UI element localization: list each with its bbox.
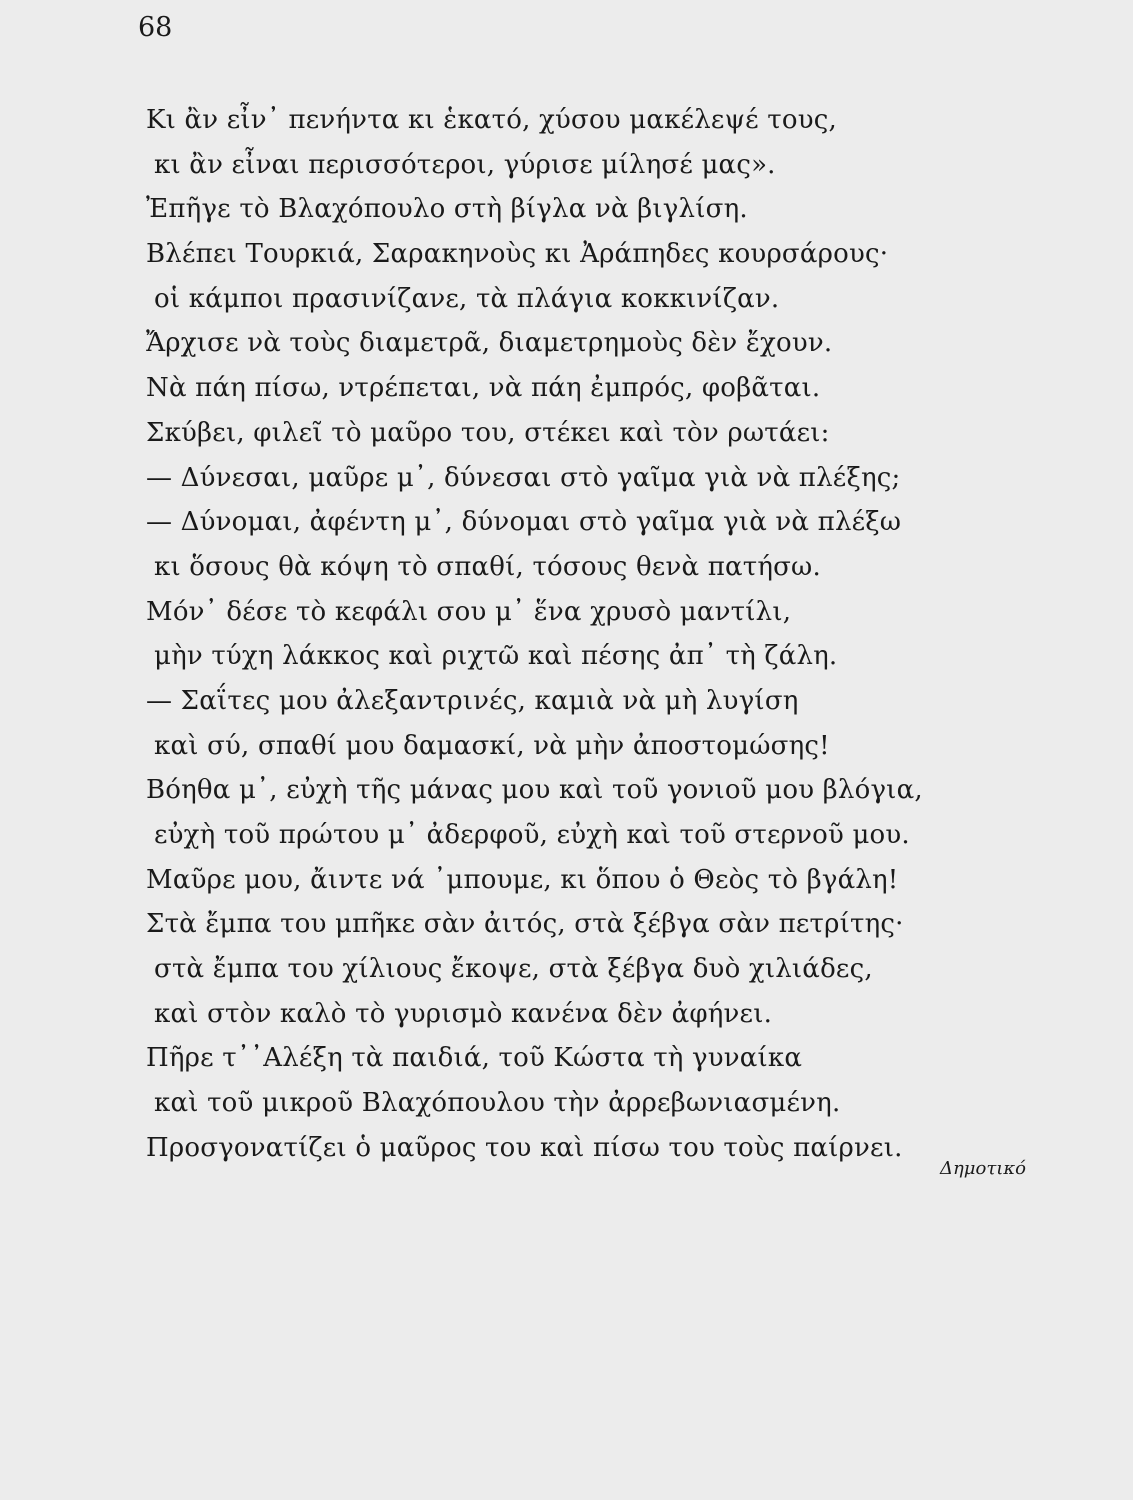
- poem-line: στὰ ἔμπα του χίλιους ἔκοψε, στὰ ξέβγα δυὸ χιλιάδες,: [154, 954, 873, 985]
- poem-line: εὐχὴ τοῦ πρώτου μ᾽ ἀδερφοῦ, εὐχὴ καὶ τοῦ στερνοῦ μου.: [154, 820, 910, 850]
- poem-body: [146, 98, 1046, 1171]
- poem-line: μὴν τύχη λάκκος καὶ ριχτῶ καὶ πέσης ἀπ᾽ τὴ ζάλη.: [154, 641, 838, 672]
- poem-line: κι ἂν εἶναι περισσότεροι, γύρισε μίλησέ μας».: [154, 149, 776, 180]
- poem-line: — Σαΐτες μου ἀλεξαντρινές, καμιὰ νὰ μὴ λυγίση: [146, 685, 799, 716]
- poem-line: κι ὅσους θὰ κόψη τὸ σπαθί, τόσους θενὰ πατήσω.: [154, 551, 821, 582]
- poem-line: — Δύνεσαι, μαῦρε μ᾽, δύνεσαι στὸ γαῖμα γιὰ νὰ πλέξης;: [146, 462, 901, 493]
- poem-line: Σκύβει, φιλεῖ τὸ μαῦρο του, στέκει καὶ τὸν ρωτάει:: [146, 417, 830, 448]
- attribution: Δημοτικό: [940, 1158, 1026, 1179]
- poem-line: Στὰ ἔμπα του μπῆκε σὰν ἀιτός, στὰ ξέβγα σὰν πετρίτης·: [146, 909, 904, 940]
- poem-line: Βλέπει Τουρκιά, Σαρακηνοὺς κι Ἀράπηδες κουρσάρους·: [146, 239, 889, 270]
- poem-line: Βόηθα μ᾽, εὐχὴ τῆς μάνας μου καὶ τοῦ γονιοῦ μου βλόγια,: [146, 775, 923, 806]
- poem-line: καὶ σύ, σπαθί μου δαμασκί, νὰ μὴν ἀποστομώσης!: [154, 730, 830, 761]
- poem-line: — Δύνομαι, ἀφέντη μ᾽, δύνομαι στὸ γαῖμα γιὰ νὰ πλέξω: [146, 507, 902, 538]
- poem-line: καὶ τοῦ μικροῦ Βλαχόπουλου τὴν ἀρρεβωνιασμένη.: [154, 1088, 841, 1119]
- page-number: 68: [138, 12, 173, 43]
- poem-line: Ἐπῆγε τὸ Βλαχόπουλο στὴ βίγλα νὰ βιγλίση.: [146, 194, 748, 225]
- poem-line: Μόν᾽ δέσε τὸ κεφάλι σου μ᾽ ἕνα χρυσὸ μαντίλι,: [146, 596, 792, 627]
- poem-line: Νὰ πάη πίσω, ντρέπεται, νὰ πάη ἐμπρός, φοβᾶται.: [146, 373, 821, 404]
- poem-line: Κι ἂν εἶν᾽ πενήντα κι ἑκατό, χύσου μακέλεψέ τους,: [146, 105, 837, 135]
- poem-line: Ἄρχισε νὰ τοὺς διαμετρᾶ, διαμετρημοὺς δὲν ἔχουν.: [146, 328, 833, 359]
- poem-line: οἱ κάμποι πρασινίζανε, τὰ πλάγια κοκκινίζαν.: [154, 283, 780, 314]
- poem-line: Μαῦρε μου, ἄιντε νά ᾽μπουμε, κι ὅπου ὁ Θεὸς τὸ βγάλη!: [146, 864, 899, 895]
- poem-line: Προσγονατίζει ὁ μαῦρος του καὶ πίσω του τοὺς παίρνει.: [146, 1132, 903, 1163]
- poem-line: καὶ στὸν καλὸ τὸ γυρισμὸ κανένα δὲν ἀφήνει.: [154, 998, 773, 1029]
- poem-line: Πῆρε τ᾽᾽Αλέξη τὰ παιδιά, τοῦ Κώστα τὴ γυναίκα: [146, 1043, 803, 1074]
